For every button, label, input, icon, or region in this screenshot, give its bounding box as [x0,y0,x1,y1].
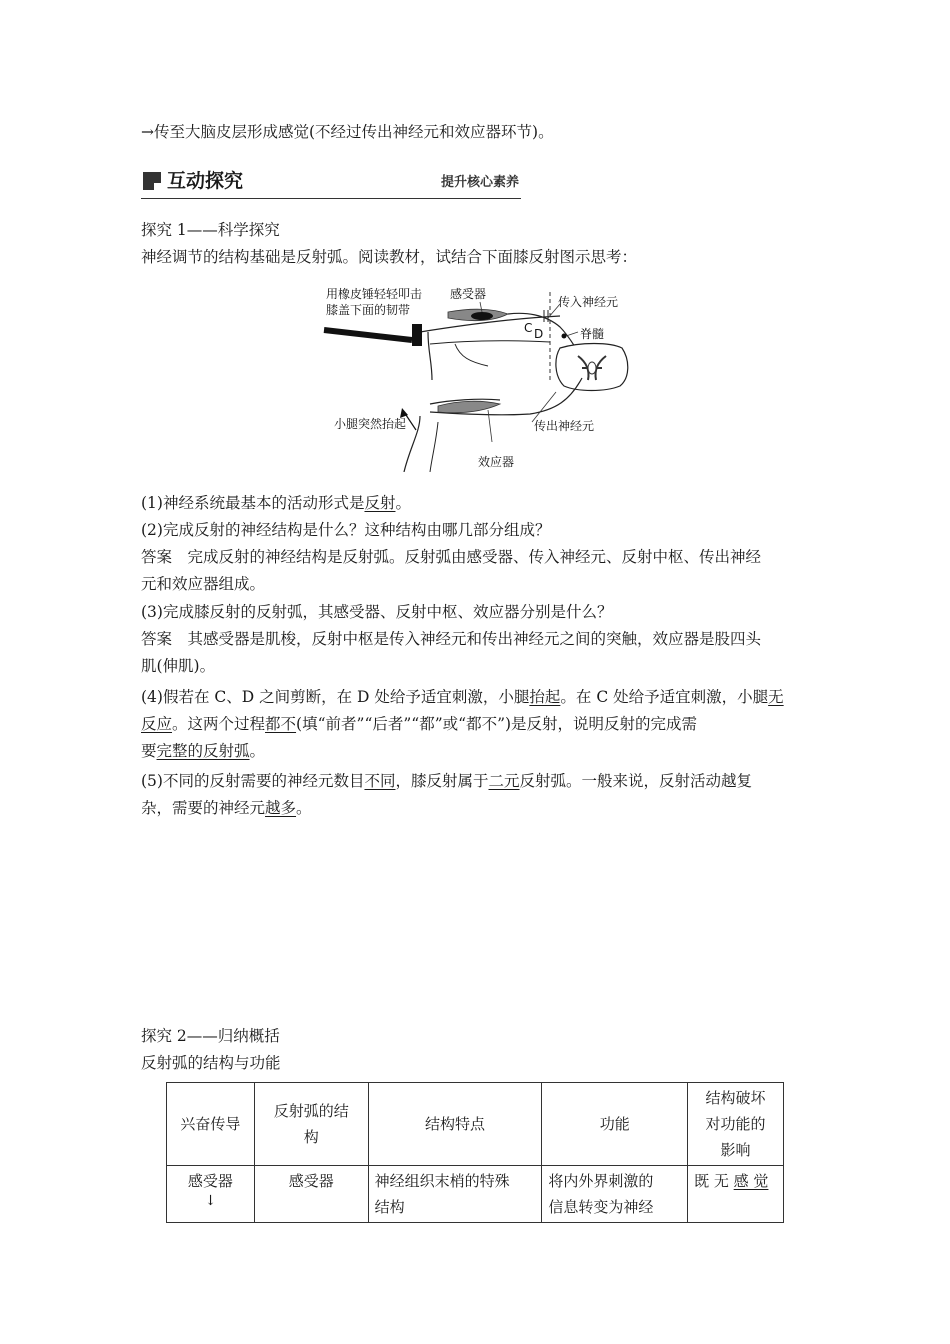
question-4-line-2 [141,711,813,737]
q4-text-6: 。 [249,742,266,760]
q5-text-3: 反射弧。一般来说，反射活动越复 [519,772,753,790]
header-function: 功能 [542,1083,688,1166]
section-subtitle: 提升核心素养 [440,175,519,190]
q4-text-2: 。在 C 处给予适宜刺激，小腿 [560,688,769,706]
q1-post: 。 [395,494,411,512]
label-afferent: 传入神经元 [558,295,619,309]
q4-answer-1: 抬起 [529,688,561,706]
table-header-row [167,1083,784,1166]
q5-text-5: 。 [296,799,312,817]
q1-answer: 反射 [364,494,396,512]
label-d: D [534,327,544,341]
answer-3-line-1: 答案 其感受器是肌梭，反射中枢是传入神经元和传出神经元之间的突触，效应器是股四头 [141,630,762,648]
answer-2-line-2: 元和效应器组成。 [141,575,266,593]
table-row [167,1166,784,1223]
q4-answer-3: 都不 [265,715,297,733]
cell-function: 将内外界刺激的 信息转变为神经 [542,1166,688,1223]
label-receptor: 感受器 [450,287,487,301]
q4-answer-2a: 无 [768,688,784,706]
header-damage-effect: 结构破坏 对功能的 影响 [688,1083,784,1166]
q4-text-4: (填“前者”“后者”“都”或“都不”)是反射，说明反射的完成需 [296,715,698,733]
header-features: 结构特点 [368,1083,542,1166]
answer-2-line-1: 答案 完成反射的神经结构是反射弧。反射弧由感受器、传入神经元、反射中枢、传出神经 [141,548,762,566]
answer-3-line-2: 肌(伸肌)。 [141,657,216,675]
q5-text-2: ，膝反射属于 [395,772,489,790]
q5-text-4: 杂，需要的神经元 [141,799,266,817]
question-1 [141,490,813,516]
label-hammer-2: 膝盖下面的韧带 [326,303,411,317]
q4-text-3: 。这两个过程 [172,715,266,733]
label-efferent: 传出神经元 [534,419,595,433]
q5-answer-3: 越多 [265,799,297,817]
cell-transmission: 感受器 ↓ [167,1166,255,1223]
q4-text-1: (4)假若在 C、D 之间剪断，在 D 处给予适宜刺激，小腿 [141,688,530,706]
explore2-title: 探究 2——归纳概括 [141,1027,280,1045]
explore1-intro: 神经调节的结构基础是反射弧。阅读教材，试结合下面膝反射图示思考： [141,248,638,266]
q4-answer-2b: 反应 [141,715,173,733]
label-spinal-cord: 脊髓 [580,327,605,341]
question-5-line-1 [141,768,813,794]
question-3: (3)完成膝反射的反射弧，其感受器、反射中枢、效应器分别是什么？ [141,603,613,621]
knee-reflex-diagram [320,282,650,472]
header-structure: 反射弧的结 构 [254,1083,368,1166]
cell-features: 神经组织末梢的特殊 结构 [368,1166,542,1223]
question-2: (2)完成反射的神经结构是什么？这种结构由哪几部分组成？ [141,521,551,539]
question-4-line-3 [141,738,813,764]
explore1-title: 探究 1——科学探究 [141,221,280,239]
cell-structure: 感受器 [254,1166,368,1223]
label-hammer-1: 用橡皮锤轻轻叩击 [326,287,423,301]
explore2-subtitle: 反射弧的结构与功能 [141,1054,281,1072]
section-header [141,168,521,199]
q5-answer-1: 不同 [364,772,396,790]
label-effector: 效应器 [478,455,515,469]
header-transmission: 兴奋传导 [167,1083,255,1166]
intro-line: →传至大脑皮层形成感觉(不经过传出神经元和效应器环节)。 [141,123,554,141]
q5-text-1: (5)不同的反射需要的神经元数目 [141,772,365,790]
reflex-arc-table [166,1082,784,1223]
q1-text: (1)神经系统最基本的活动形式是 [141,494,365,512]
q4-text-5: 要 [141,742,157,760]
q4-answer-4: 完整的反射弧 [156,742,250,760]
section-square-icon [143,172,161,190]
section-title: 互动探究 [167,170,244,192]
q5-answer-2: 二元 [488,772,520,790]
question-5-line-2 [141,795,813,821]
cell-damage-effect: 既 无 感 觉 [688,1166,784,1223]
down-arrow-icon: ↓ [204,1193,217,1209]
label-leg-raise: 小腿突然抬起 [334,417,407,431]
question-4-line-1 [141,684,813,710]
label-c: C [524,321,533,335]
